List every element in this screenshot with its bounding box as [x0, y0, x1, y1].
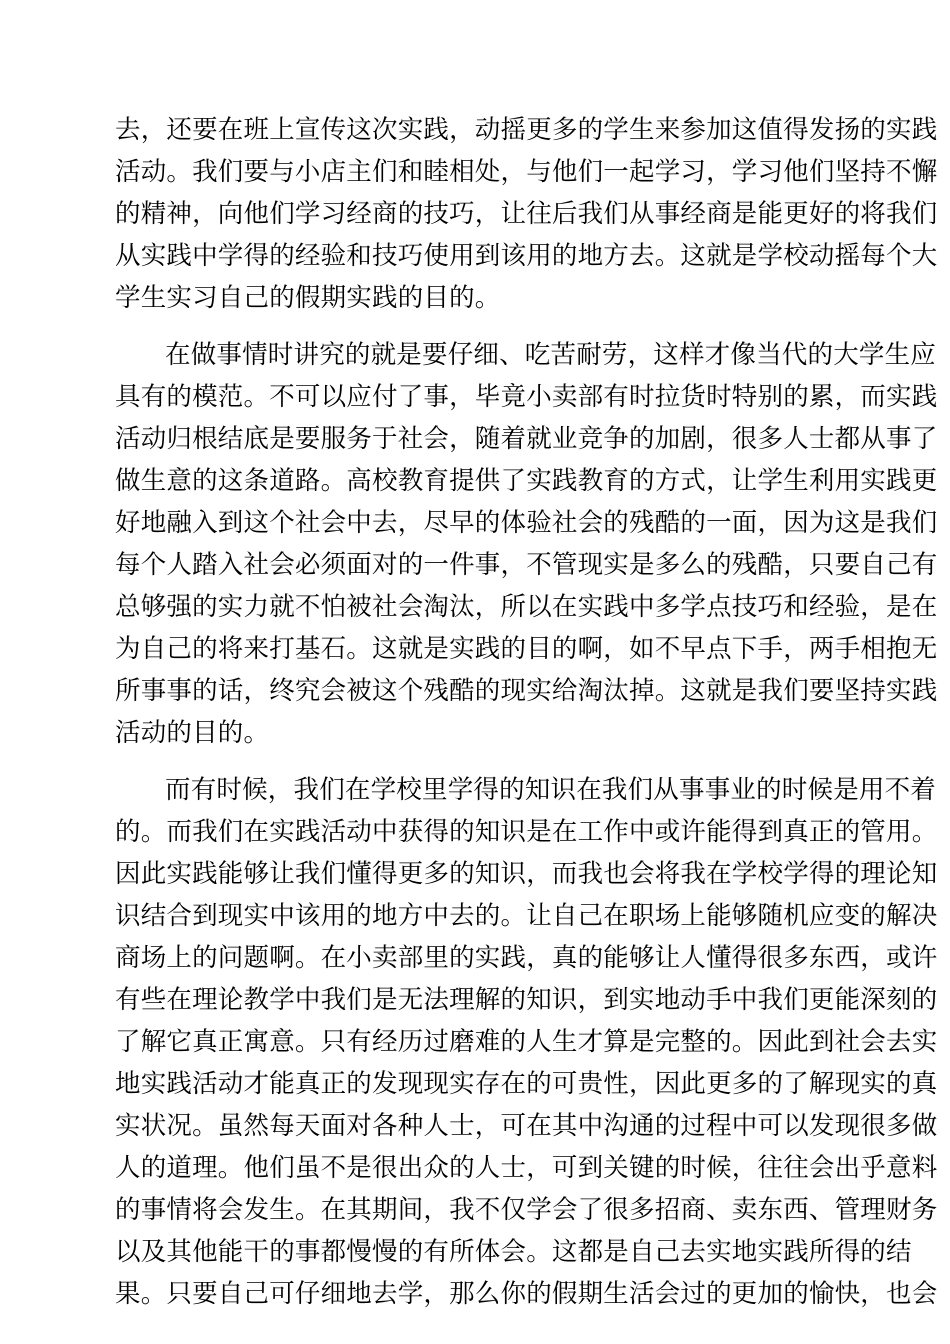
text-line: 活动。我们要与小店主们和睦相处，与他们一起学习，学习他们坚持不懈 [115, 157, 938, 187]
text-line: 每个人踏入社会必须面对的一件事，不管现实是多么的残酷，只要自己有 [115, 550, 938, 580]
text-line: 在做事情时讲究的就是要仔细、吃苦耐劳，这样才像当代的大学生应 [165, 340, 937, 370]
text-line: 从实践中学得的经验和技巧使用到该用的地方去。这就是学校动摇每个大 [115, 241, 938, 271]
text-line: 而有时候，我们在学校里学得的知识在我们从事事业的时候是用不着 [165, 775, 937, 805]
text-line: 以及其他能干的事都慢慢的有所体会。这都是自己去实地实践所得的结 [115, 1237, 912, 1267]
text-line: 有些在理论教学中我们是无法理解的知识，到实地动手中我们更能深刻的 [115, 985, 938, 1015]
text-line: 好地融入到这个社会中去，尽早的体验社会的残酷的一面，因为这是我们 [115, 508, 938, 538]
text-line: 识结合到现实中该用的地方中去的。让自己在职场上能够随机应变的解决 [115, 901, 938, 931]
text-line: 的精神，向他们学习经商的技巧，让往后我们从事经商是能更好的将我们 [115, 199, 938, 229]
text-line: 学生实习自己的假期实践的目的。 [115, 283, 501, 313]
text-line: 活动归根结底是要服务于社会，随着就业竞争的加剧，很多人士都从事了 [115, 424, 938, 454]
text-line: 做生意的这条道路。高校教育提供了实践教育的方式，让学生利用实践更 [115, 466, 938, 496]
text-line: 果。只要自己可仔细地去学，那么你的假期生活会过的更加的愉快，也会 [115, 1279, 938, 1309]
text-line: 的事情将会发生。在其期间，我不仅学会了很多招商、卖东西、管理财务 [115, 1195, 938, 1225]
text-line: 商场上的问题啊。在小卖部里的实践，真的能够让人懂得很多东西，或许 [115, 943, 938, 973]
text-line: 人的道理。他们虽不是很出众的人士，可到关键的时候，往往会出乎意料 [115, 1153, 938, 1183]
text-line: 活动的目的。 [115, 718, 270, 748]
text-line: 实状况。虽然每天面对各种人士，可在其中沟通的过程中可以发现很多做 [115, 1111, 938, 1141]
text-line: 去，还要在班上宣传这次实践，动摇更多的学生来参加这值得发扬的实践 [115, 115, 938, 145]
text-line: 因此实践能够让我们懂得更多的知识，而我也会将我在学校学得的理论知 [115, 859, 938, 889]
text-line: 了解它真正寓意。只有经历过磨难的人生才算是完整的。因此到社会去实 [115, 1027, 938, 1057]
text-line: 具有的模范。不可以应付了事，毕竟小卖部有时拉货时特别的累，而实践 [115, 382, 938, 412]
text-line: 总够强的实力就不怕被社会淘汰，所以在实践中多学点技巧和经验，是在 [115, 592, 938, 622]
text-line: 的。而我们在实践活动中获得的知识是在工作中或许能得到真正的管用。 [115, 817, 938, 847]
text-line: 为自己的将来打基石。这就是实践的目的啊，如不早点下手，两手相抱无 [115, 634, 938, 664]
text-line: 地实践活动才能真正的发现现实存在的可贵性，因此更多的了解现实的真 [115, 1069, 938, 1099]
text-line: 所事事的话，终究会被这个残酷的现实给淘汰掉。这就是我们要坚持实践 [115, 676, 938, 706]
